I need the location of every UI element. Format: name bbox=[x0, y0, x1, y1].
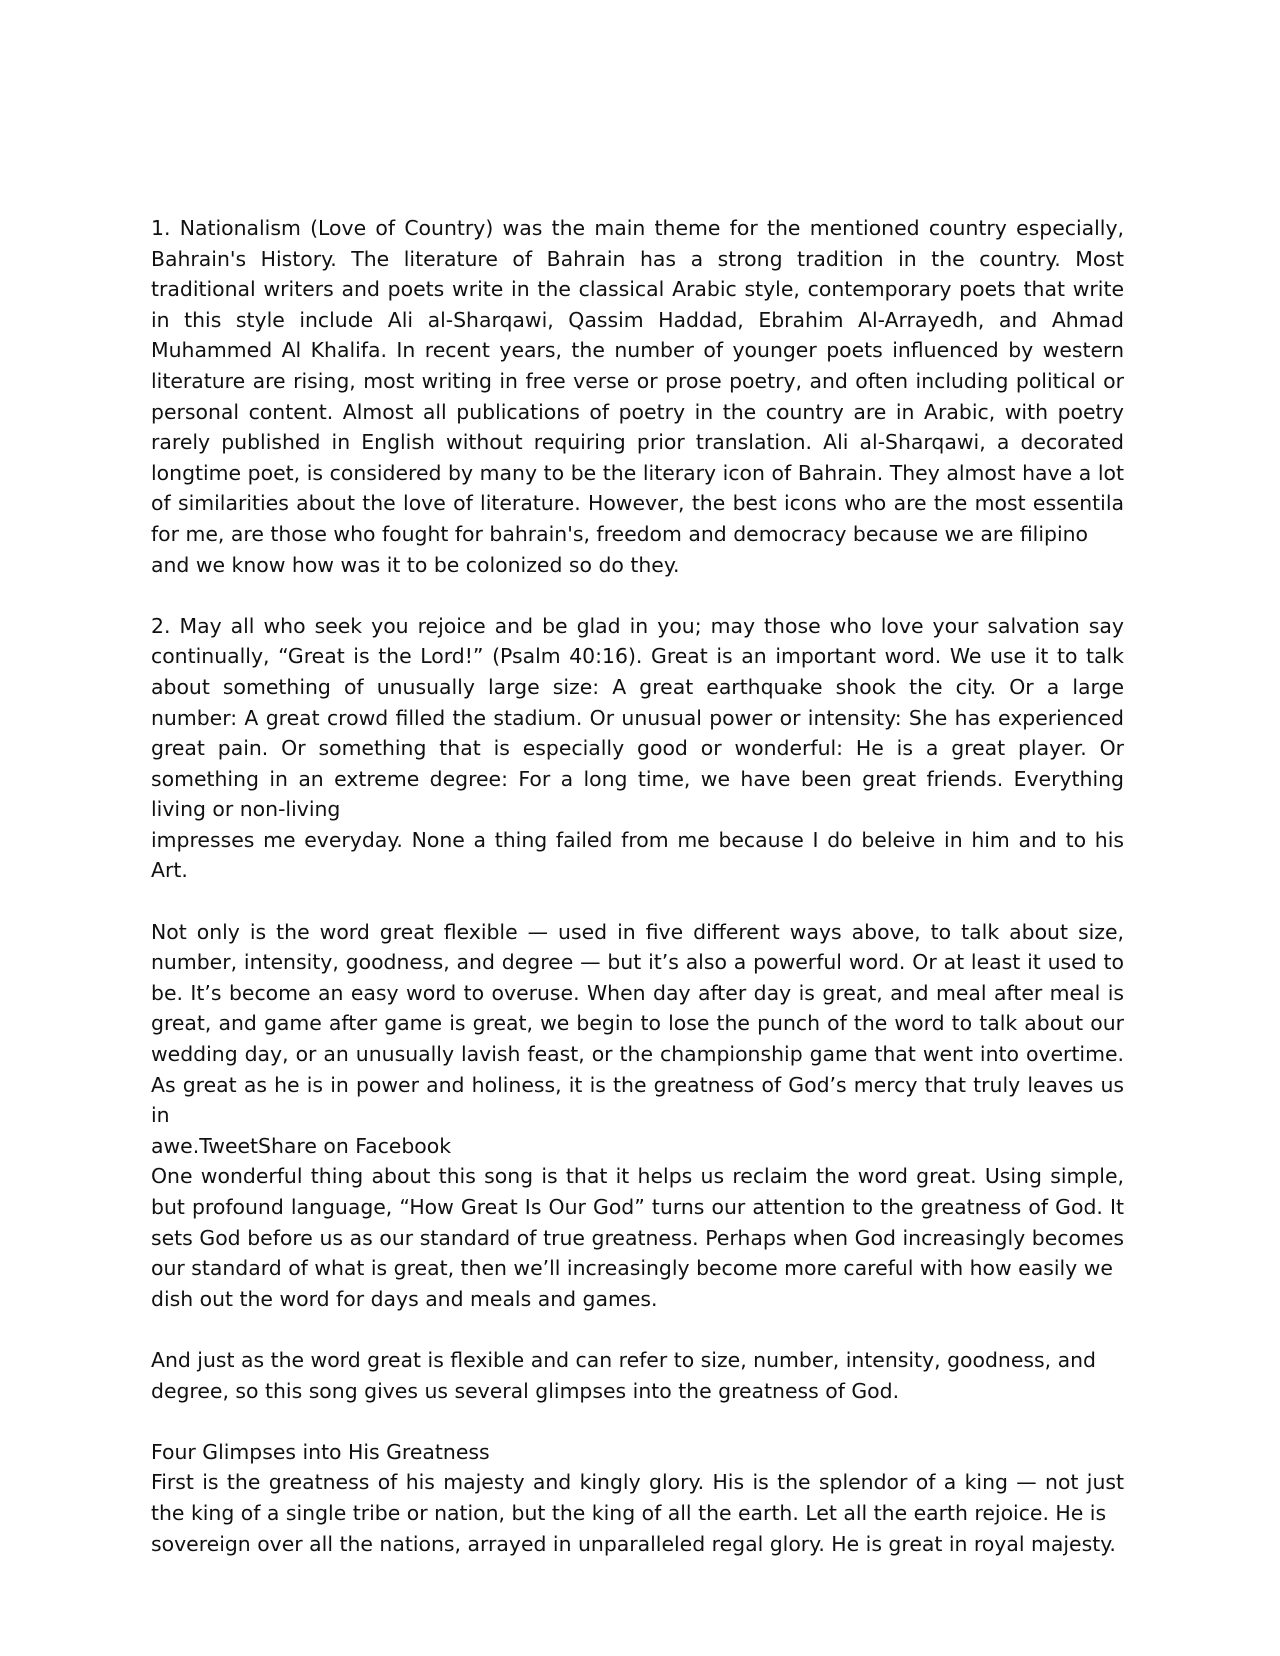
paragraph-last-line: dish out the word for days and meals and games. bbox=[151, 1286, 658, 1311]
paragraph-word-great bbox=[151, 917, 1124, 1162]
paragraph-body: 1. Nationalism (Love of Country) was the main theme for the mentioned country especially, Bahrain's History. The literature of Bahrain has a strong tradition in the country. Most traditional writers and poets write in the classical Arabic style, contemporary poets that write in this style include Ali al-Sharqawi, Qassim Haddad, Ebrahim Al-Arrayedh, and Ahmad Muhammed Al Khalifa. In recent years, the number of younger poets influenced by western literature are rising, most writing in free verse or prose poetry, and often including political or personal content. Almost all publications of poetry in the country are in Arabic, with poetry rarely published in English without requiring prior translation. Ali al-Sharqawi, a decorated longtime poet, is considered by many to be the literary icon of Bahrain. They almost have a lot of similarities about the love of literature. However, the best icons who are the most essentila for me, are those who fought for bahrain's, freedom and democracy because we are filipino bbox=[151, 216, 1124, 546]
paragraph-gap bbox=[151, 1314, 1124, 1345]
paragraph-psalm bbox=[151, 611, 1124, 886]
paragraph-gap bbox=[151, 580, 1124, 611]
paragraph-body: One wonderful thing about this song is that it helps us reclaim the word great. Using simple, but profound language, “How Great Is Our God” turns our attention to the greatness of God. It sets God before us as our standard of true greatness. Perhaps when God increasingly becomes our standard of what is great, then we’ll increasingly become more careful with how easily we bbox=[151, 1164, 1124, 1281]
paragraph-body: And just as the word great is flexible and can refer to size, number, intensity, goodness, and bbox=[151, 1347, 1096, 1372]
paragraph-body: First is the greatness of his majesty and kingly glory. His is the splendor of a king — not just the king of a single tribe or nation, but the king of all the earth. Let all the earth rejoice. He is bbox=[151, 1470, 1124, 1525]
paragraph-gap bbox=[151, 886, 1124, 917]
paragraph-last-line: sovereign over all the nations, arrayed in unparalleled regal glory. He is great in royal majesty. bbox=[151, 1531, 1116, 1556]
document-body bbox=[151, 213, 1124, 1559]
paragraph-last-line: awe.TweetShare on Facebook bbox=[151, 1133, 452, 1158]
paragraph-last-line: impresses me everyday. None a thing failed from me because I do beleive in him and to his Art. bbox=[151, 827, 1124, 883]
paragraph-glimpses bbox=[151, 1345, 1124, 1406]
paragraph-song bbox=[151, 1161, 1124, 1314]
paragraph-bahrain-nationalism bbox=[151, 213, 1124, 580]
paragraph-last-line: and we know how was it to be colonized so do they. bbox=[151, 552, 680, 577]
paragraph-last-line: degree, so this song gives us several glimpses into the greatness of God. bbox=[151, 1378, 900, 1403]
paragraph-body: 2. May all who seek you rejoice and be glad in you; may those who love your salvation say continually, “Great is the Lord!” (Psalm 40:16). Great is an important word. We use it to talk about something of unusually large size: A great earthquake shook the city. Or a large number: A great crowd filled the stadium. Or unusual power or intensity: She has experienced great pain. Or something that is especially good or wonderful: He is a great player. Or something in an extreme degree: For a long time, we have been great friends. Everything living or non-living bbox=[151, 613, 1124, 822]
paragraph-gap bbox=[151, 1406, 1124, 1437]
section-heading: Four Glimpses into His Greatness bbox=[151, 1439, 490, 1464]
paragraph-body: Not only is the word great flexible — used in five different ways above, to talk about size, number, intensity, goodness, and degree — but it’s also a powerful word. Or at least it used to be. It’s become an easy word to overuse. When day after day is great, and meal after meal is great, and game after game is great, we begin to lose the punch of the word to talk about our wedding day, or an unusually lavish feast, or the championship game that went into overtime. As great as he is in power and holiness, it is the greatness of God’s mercy that truly leaves us in bbox=[151, 919, 1124, 1128]
paragraph-majesty bbox=[151, 1467, 1124, 1559]
